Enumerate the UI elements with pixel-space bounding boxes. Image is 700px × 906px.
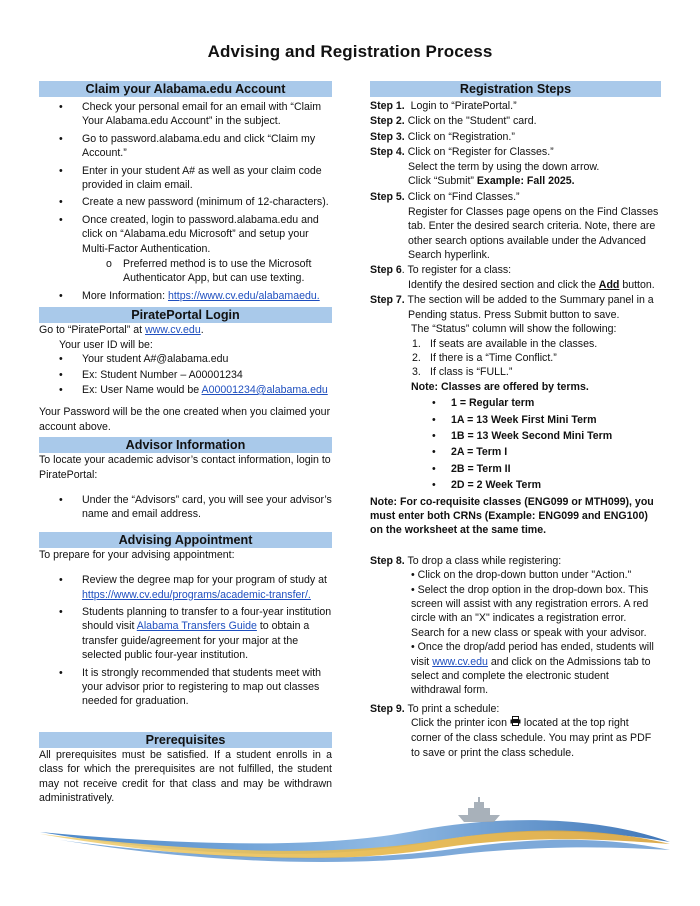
list-item: • 2D = 2 Week Term bbox=[432, 479, 541, 492]
step-8: Step 8. To drop a class while registering: bbox=[370, 554, 562, 567]
step-4-submit: Click “Submit” Example: Fall 2025. bbox=[408, 175, 575, 188]
step-3: Step 3. Click on “Registration.” bbox=[370, 130, 515, 143]
step-2: Step 2. Click on the "Student" card. bbox=[370, 115, 537, 128]
decorative-wave-graphic bbox=[0, 790, 700, 870]
bullet-icon: • bbox=[59, 574, 63, 587]
list-item: • Your student A#@alabama.edu bbox=[59, 353, 229, 366]
example-email-link[interactable]: A00001234@alabama.edu bbox=[201, 383, 328, 396]
step-8-action-note: • Click on the drop-down button under "Action." bbox=[411, 569, 632, 582]
list-item: 3. If class is “FULL.” bbox=[412, 366, 513, 379]
status-column-note: The “Status” column will show the following: bbox=[411, 323, 617, 336]
list-item: 1. If seats are available in the classes. bbox=[412, 337, 598, 350]
add-button-label: Add bbox=[598, 278, 620, 291]
step-8-details bbox=[370, 568, 661, 698]
hollow-bullet-icon: o bbox=[106, 258, 112, 271]
appointment-list bbox=[39, 573, 332, 709]
list-item: • Under the “Advisors” card, you will see your advisor’s name and email address. bbox=[59, 493, 332, 521]
sub-list-item: o Preferred method is to use the Microsoft Authenticator App, but can use texting. bbox=[106, 258, 312, 285]
list-item: • It is strongly recommended that students meet with your advisor prior to registering to map out classes needed for graduation. bbox=[59, 666, 322, 708]
list-item: • Ex: User Name would be A00001234@alabama.edu bbox=[59, 383, 328, 396]
step-9: Step 9. To print a schedule: bbox=[370, 702, 500, 715]
bullet-icon: • bbox=[432, 479, 436, 492]
prerequisites-text: All prerequisites must be satisfied. If a student enrolls in a class for which the prerequisites are not fulfilled, the student may not receive credit for that class and may be withdrawn administratively. bbox=[39, 748, 332, 805]
boat-icon bbox=[458, 797, 500, 822]
bullet-icon: • bbox=[59, 383, 63, 396]
appointment-intro: To prepare for your advising appointment: bbox=[39, 548, 235, 561]
step-6: Step 6. To register for a class: bbox=[370, 264, 512, 277]
claim-account-header: Claim your Alabama.edu Account bbox=[39, 81, 332, 97]
printer-icon bbox=[510, 716, 521, 731]
list-item: • Create a new password (minimum of 12-characters). bbox=[59, 196, 329, 209]
list-item: • Go to password.alabama.edu and click “Claim my Account.” bbox=[59, 132, 316, 160]
list-item: • 1 = Regular term bbox=[432, 397, 535, 410]
bullet-icon: • bbox=[432, 446, 436, 459]
right-column bbox=[370, 81, 661, 760]
bullet-icon: • bbox=[59, 196, 63, 209]
step-4: Step 4. Click on “Register for Classes.” bbox=[370, 146, 554, 159]
bullet-icon: • bbox=[59, 289, 63, 302]
bullet-icon: • bbox=[432, 429, 436, 442]
left-column bbox=[39, 81, 332, 805]
page-title: Advising and Registration Process bbox=[207, 42, 493, 61]
list-item: • 1A = 13 Week First Mini Term bbox=[432, 413, 597, 426]
alabama-transfers-guide-link[interactable]: Alabama Transfers Guide bbox=[136, 620, 257, 633]
status-list bbox=[370, 337, 661, 380]
advisor-intro: To locate your academic advisor’s contact information, login to PiratePortal: bbox=[39, 454, 331, 481]
prerequisites-header: Prerequisites bbox=[39, 732, 332, 748]
list-item: • Students planning to transfer to a four-year institution should visit Alabama Transfers Guide to obtain a transfer guide/agreement for your major at the selected public four-year institution. bbox=[59, 605, 332, 662]
bullet-icon: • bbox=[432, 397, 436, 410]
bullet-icon: • bbox=[59, 353, 63, 366]
list-item: 2. If there is a “Time Conflict.” bbox=[412, 351, 557, 364]
advising-appointment-header: Advising Appointment bbox=[39, 532, 332, 548]
registration-steps-header: Registration Steps bbox=[370, 81, 661, 97]
pirateportal-intro: Go to “PiratePortal” at www.cv.edu. bbox=[39, 324, 204, 337]
claim-account-list bbox=[39, 100, 332, 303]
alabamaedu-info-link[interactable]: https://www.cv.edu/alabamaedu. bbox=[167, 289, 320, 302]
corequisite-note: Note: For co-requisite classes (ENG099 or MTH099), you must enter both CRNs (Example: ENG099 and ENG100) on the worksheet at the same time. bbox=[370, 495, 654, 537]
bullet-icon: • bbox=[59, 605, 63, 618]
step-5: Step 5. Click on “Find Classes.” bbox=[370, 191, 520, 204]
academic-transfer-link[interactable]: https://www.cv.edu/programs/academic-transfer/. bbox=[82, 588, 311, 601]
list-item: • Enter in your student A# as well as your claim code provided in claim email. bbox=[59, 164, 322, 192]
terms-list bbox=[370, 396, 661, 492]
step-8-drop-note: • Select the drop option in the drop-down box. This screen will assist with any registration errors. A red circle with an "X" indicates a registration error. Search for a new class or speak with your advisor. bbox=[411, 583, 649, 639]
bullet-icon: • bbox=[59, 368, 63, 381]
list-item: • Review the degree map for your program of study at https://www.cv.edu/programs/academic-transfer/. bbox=[59, 574, 327, 601]
bullet-icon: • bbox=[432, 462, 436, 475]
bullet-icon: • bbox=[432, 413, 436, 426]
cv-edu-link[interactable]: www.cv.edu bbox=[144, 324, 201, 337]
bullet-icon: • bbox=[59, 213, 63, 226]
userid-label: Your user ID will be: bbox=[59, 338, 153, 351]
step-8-withdraw-note: • Once the drop/add period has ended, students will visit www.cv.edu and click on the Admissions tab to select and complete the electronic student withdrawal form. bbox=[411, 641, 654, 697]
terms-note: Note: Classes are offered by terms. bbox=[411, 380, 589, 393]
advisor-information-header: Advisor Information bbox=[39, 437, 332, 453]
step-1: Step 1. Login to “PiratePortal.” bbox=[370, 100, 517, 112]
list-item: • 1B = 13 Week Second Mini Term bbox=[432, 429, 613, 442]
pirateportal-login-header: PiratePortal Login bbox=[39, 307, 332, 323]
bullet-icon: • bbox=[59, 132, 63, 145]
userid-list bbox=[39, 352, 332, 397]
list-item: • 2B = Term II bbox=[432, 462, 511, 475]
list-item: • 2A = Term I bbox=[432, 446, 508, 459]
list-item: • Check your personal email for an email with “Claim Your Alabama.edu Account” in the subject. bbox=[59, 101, 322, 128]
list-item: • More Information: https://www.cv.edu/alabamaedu. bbox=[59, 289, 320, 302]
step-4-detail: Select the term by using the down arrow. bbox=[408, 160, 600, 173]
advisor-list bbox=[39, 493, 332, 522]
step-9-detail: Click the printer icon located at the top right corner of the class schedule. You may print as PDF to save or print the class schedule. bbox=[411, 717, 652, 759]
bullet-icon: • bbox=[59, 164, 63, 177]
bullet-icon: • bbox=[59, 101, 63, 113]
step-6-detail: Identify the desired section and click the Add button. bbox=[408, 278, 655, 291]
step-7: Step 7. The section will be added to the Summary panel in a Pending status. Press Submit button to save. bbox=[370, 294, 654, 321]
password-note: Your Password will be the one created when you claimed your account above. bbox=[39, 406, 331, 433]
list-item: • Ex: Student Number – A00001234 bbox=[59, 368, 243, 381]
list-item: • Once created, login to password.alabama.edu and click on “Alabama.edu Microsoft” and setup your Multi-Factor Authentication. o Preferred method is to use the Microsoft Authenticator App, but can use texting. bbox=[39, 213, 332, 286]
bullet-icon: • bbox=[59, 493, 63, 506]
step-5-detail: Register for Classes page opens on the Find Classes tab. Enter the desired search criteria. Note, there are other search options available under the Advanced Search hyperlink. bbox=[408, 205, 659, 262]
cv-edu-admissions-link[interactable]: www.cv.edu bbox=[432, 655, 488, 668]
bullet-icon: • bbox=[59, 666, 63, 679]
